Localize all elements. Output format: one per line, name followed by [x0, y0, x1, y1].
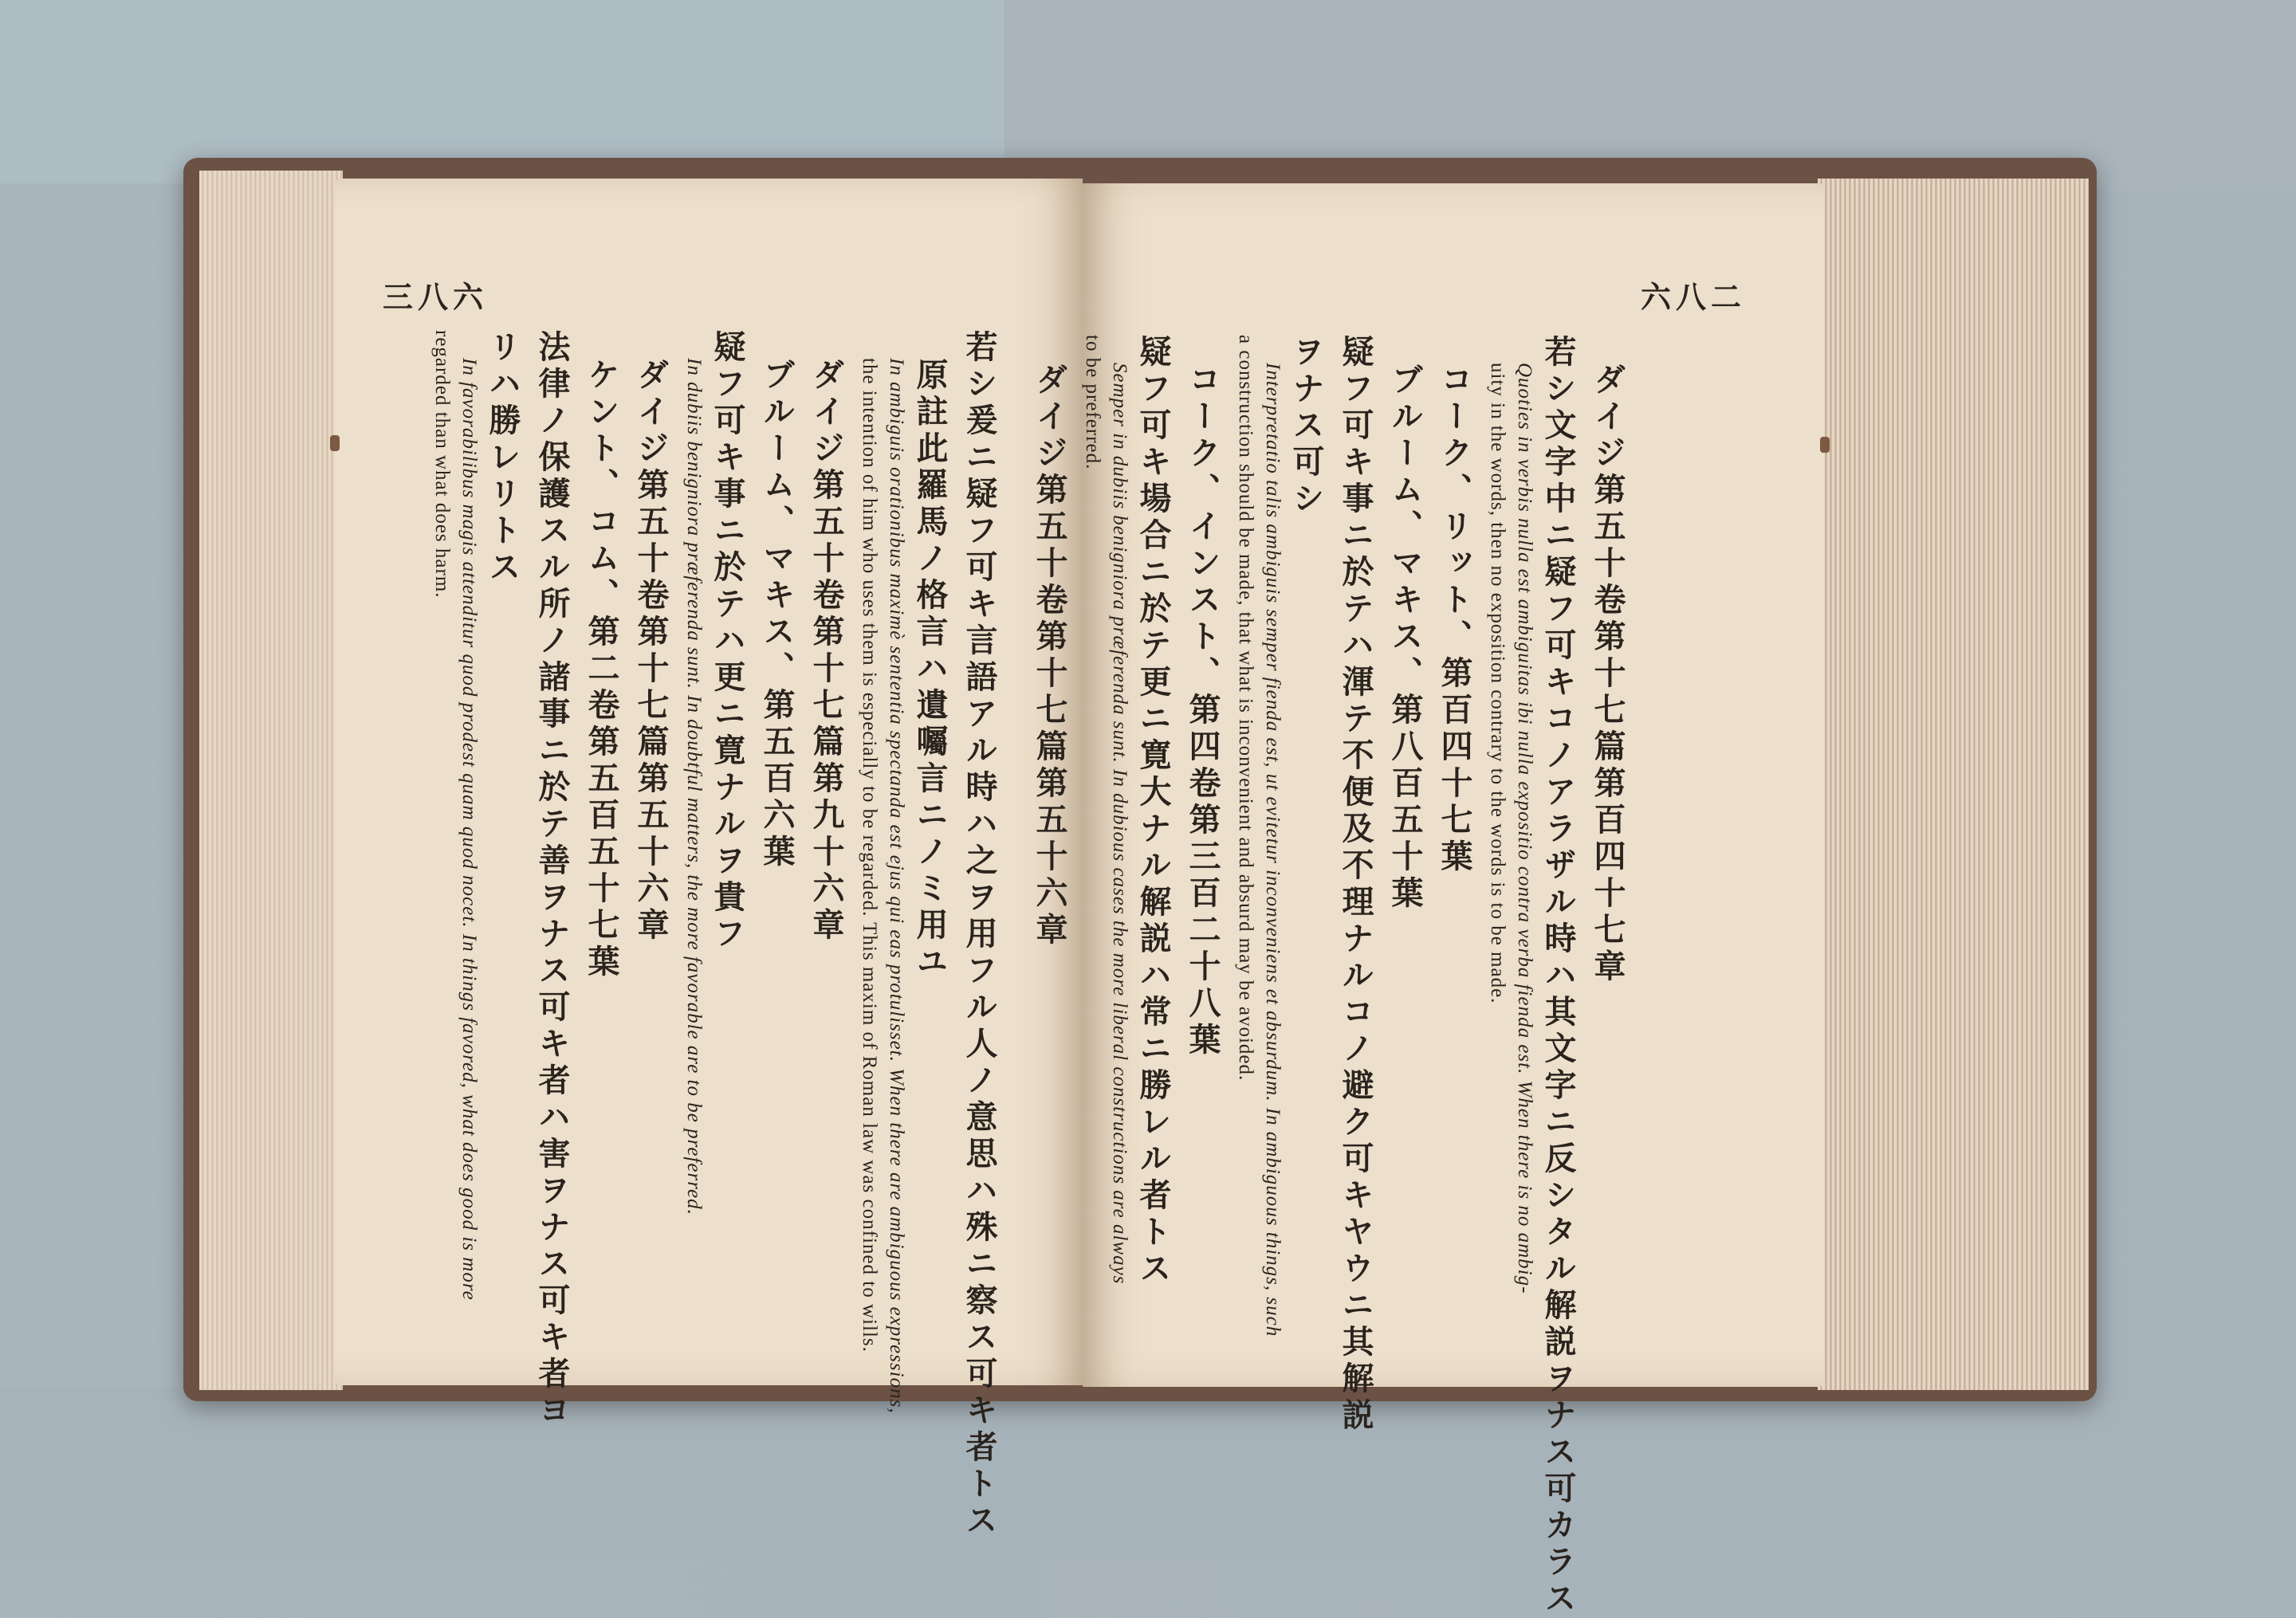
text-line: Quoties in verbis nulla est ambiguitas ibi nulla expositio contra verba fienda est. When there is no ambig- — [1514, 363, 1535, 1294]
text-line: ダイジ第五十卷第十七篇第九十六章 — [808, 358, 845, 944]
text-line: 若シ文字中ニ疑フ可キコノアラザル時ハ其文字ニ反シタル解説ヲナス可カラス — [1539, 335, 1577, 1618]
text-line: the intention of him who uses them is especially to be regarded. This maxim of Roman law was confined to wills. — [859, 358, 880, 1353]
text-line: コーク、リット、第百四十七葉 — [1436, 363, 1473, 876]
page-edges-right — [1818, 179, 2089, 1390]
text-line: Interpretatio talis ambiguis semper fienda est, ut evitetur inconveniens et absurdum. In ambiguous things, such — [1262, 363, 1284, 1337]
text-line: 法律ノ保護スル所ノ諸事ニ於テ善ヲナス可キ者ハ害ヲナス可キ者ヨ — [533, 330, 571, 1430]
right-page — [1031, 183, 1824, 1618]
background-bottom — [0, 1387, 2296, 1559]
text-line: コーク、インスト、第四卷第三百二十八葉 — [1184, 363, 1221, 1059]
text-line: ブルーム、マキス、第八百五十葉 — [1386, 363, 1424, 913]
text-line: 疑フ可キ事ニ於テハ渾テ不便及不理ナルコノ避ク可キヤウニ其解説 — [1337, 335, 1374, 1435]
text-line: uity in the words, then no exposition contrary to the words is to be made. — [1487, 363, 1508, 1004]
text-line: Semper in dubiis benigniora præferenda sunt. In dubious cases the more liberal constructions are always — [1109, 363, 1130, 1285]
text-line: リハ勝レリトス — [484, 330, 521, 587]
text-line: ダイジ第五十卷第十七篇第百四十七章 — [1589, 363, 1626, 986]
binding-mark — [330, 435, 340, 451]
text-line: 疑フ可キ事ニ於テハ更ニ寛ナルヲ貴フ — [709, 330, 746, 953]
text-line: In ambiguis orationibus maximè sententia spectanda est ejus qui eas protulisset. When there are ambiguous expressions, — [886, 358, 907, 1414]
text-line: ケント、コム、第二卷第五百五十七葉 — [583, 358, 620, 981]
left-page — [335, 179, 1083, 1540]
right-page-number: 六八二 — [1641, 279, 1747, 315]
text-line: In favorabilibus magis attenditur quod prodest quam quod nocet. In things favored, what does good is more — [458, 358, 480, 1301]
binding-mark — [1820, 437, 1830, 453]
background-top-left — [0, 0, 1005, 183]
text-line: 疑フ可キ場合ニ於テ更ニ寛大ナル解説ハ常ニ勝レル者トス — [1134, 335, 1172, 1288]
text-line: ブルーム、マキス、第五百六葉 — [758, 358, 796, 871]
text-line: ヲナス可シ — [1288, 335, 1325, 518]
left-page-number: 三八六 — [383, 279, 489, 315]
text-line: 若シ爰ニ疑フ可キ言語アル時ハ之ヲ用フル人ノ意思ハ殊ニ察ス可キ者トス — [961, 330, 998, 1540]
page-edges-left — [199, 171, 343, 1390]
text-line: 原註此羅馬ノ格言ハ遺囑言ニノミ用ユ — [911, 358, 949, 981]
text-line: regarded than what does harm. — [431, 330, 453, 599]
text-line: In dubiis benigniora præferenda sunt. In doubtful matters, the more favorable are to be preferred. — [683, 358, 705, 1215]
text-line: ダイジ第五十卷第十七篇第五十六章 — [1031, 363, 1068, 949]
text-line: ダイジ第五十卷第十七篇第五十六章 — [632, 358, 670, 944]
text-line: to be preferred. — [1082, 335, 1103, 470]
text-line: a construction should be made, that what is inconvenient and absurd may be avoided. — [1235, 335, 1256, 1082]
